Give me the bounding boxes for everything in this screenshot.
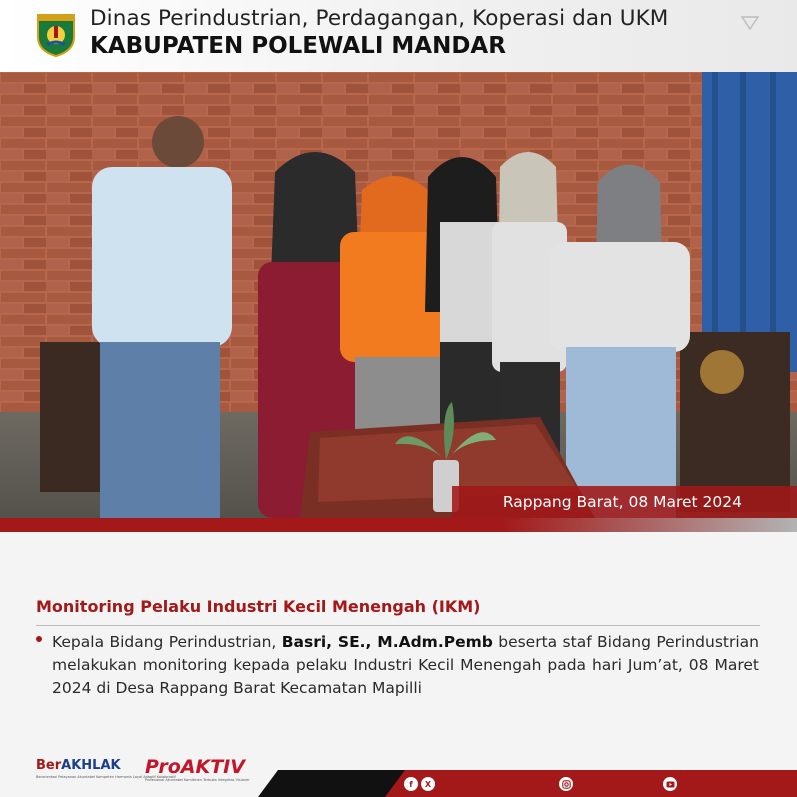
triangle-decoration-icon bbox=[741, 16, 759, 30]
proaktiv-tagline: Profesional Akuntabel Komitmen Terbuka Integritas Visioner bbox=[145, 778, 250, 782]
berakhlak-tagline: Berorientasi Pelayanan Akuntabel Kompeten Harmonis Loyal Adaptif Kolaboratif bbox=[36, 775, 176, 779]
photo-caption: Rappang Barat, 08 Maret 2024 bbox=[452, 486, 797, 518]
facebook-icon[interactable]: f bbox=[404, 777, 418, 791]
body-text-pre: Kepala Bidang Perindustrian, bbox=[52, 633, 282, 651]
person-1 bbox=[92, 116, 232, 518]
header bbox=[0, 0, 797, 72]
body-text-post: beserta staf Bidang Perindustrian melakukan monitoring kepada pelaku Industri Kecil Menengah pada hari Jum’at, 08 Maret 2024 di Desa Rappang Barat Kecamatan Mapilli bbox=[52, 633, 759, 697]
agency-name: Dinas Perindustrian, Perdagangan, Koperasi dan UKM bbox=[90, 6, 669, 31]
regency-emblem-icon bbox=[36, 11, 76, 57]
instagram-icon[interactable] bbox=[559, 777, 573, 791]
title-divider bbox=[36, 625, 760, 626]
footer-bar bbox=[0, 770, 797, 797]
article-body bbox=[52, 631, 759, 700]
youtube-icon[interactable] bbox=[663, 777, 677, 791]
article-title: Monitoring Pelaku Industri Kecil Menengah (IKM) bbox=[36, 597, 481, 616]
event-photo bbox=[0, 72, 797, 518]
berakhlak-wordmark: BerAKHLAK bbox=[36, 758, 121, 773]
regency-name: KABUPATEN POLEWALI MANDAR bbox=[90, 33, 506, 59]
red-band-fade bbox=[500, 518, 797, 532]
proaktiv-wordmark: ProAKTIV bbox=[145, 756, 245, 778]
bullet-icon bbox=[36, 636, 42, 642]
body-text-bold: Basri, SE., M.Adm.Pemb bbox=[281, 633, 493, 651]
x-icon[interactable]: X bbox=[421, 777, 435, 791]
